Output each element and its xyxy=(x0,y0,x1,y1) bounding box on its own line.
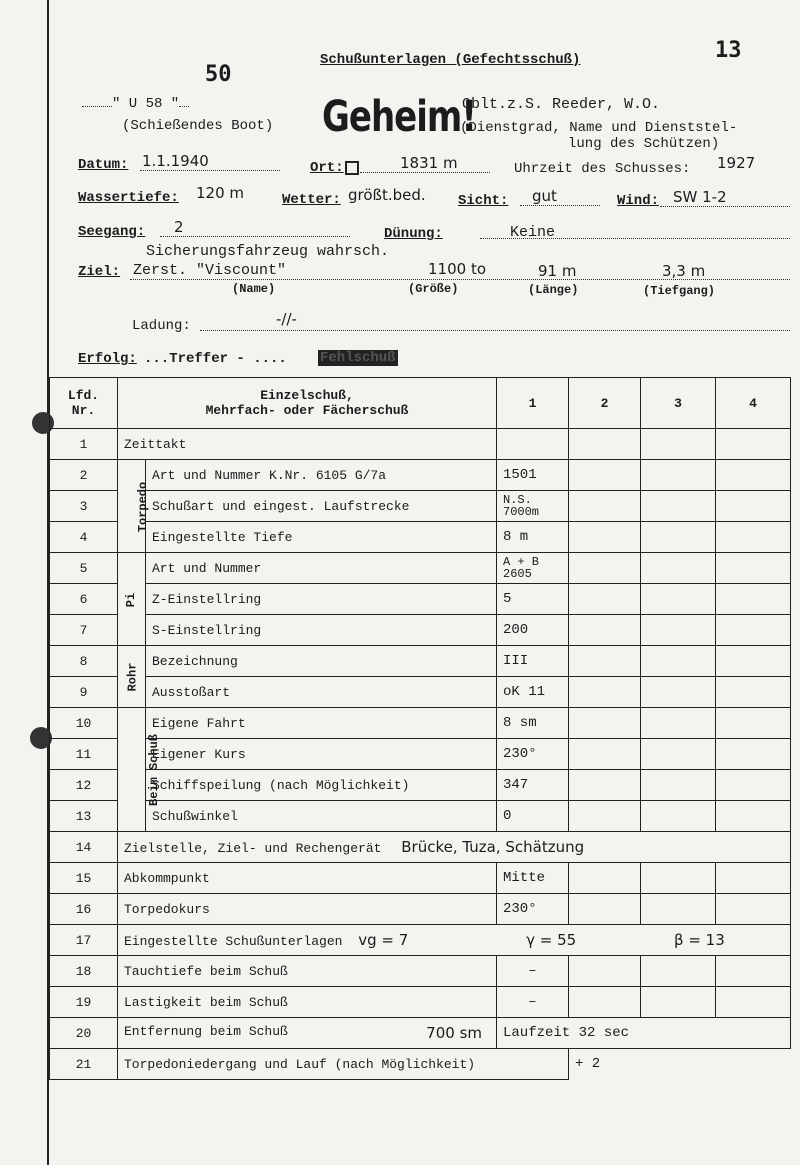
caption-name: (Name) xyxy=(232,282,276,296)
table-row: 13 Schußwinkel 0 xyxy=(50,801,791,832)
group-beim-schuss: Beim Schuß xyxy=(118,708,146,832)
table-row: 4 Eingestellte Tiefe 8 m xyxy=(50,522,791,553)
boat-caption: (Schießendes Boot) xyxy=(122,118,274,134)
group-rohr: Rohr xyxy=(118,646,146,708)
datum-value: 1.1.1940 xyxy=(142,152,209,170)
caption-tiefgang: (Tiefgang) xyxy=(643,284,716,298)
uhrzeit-value: 1927 xyxy=(717,154,756,172)
table-row: 8 Rohr Bezeichnung III xyxy=(50,646,791,677)
shooter-caption-1: (Dienstgrad, Name und Dienststel- xyxy=(460,120,738,136)
table-row: 5 Pi Art und Nummer A + B 2605 xyxy=(50,553,791,584)
group-pi: Pi xyxy=(118,553,146,646)
ziel-groesse: 1100 to xyxy=(428,260,487,278)
wetter-label: Wetter: xyxy=(282,192,341,208)
table-row: 20 Entfernung beim Schuß 700 sm Laufzeit 32 sec xyxy=(50,1018,791,1049)
uhrzeit-label: Uhrzeit des Schusses: xyxy=(514,161,691,177)
wind-value: SW 1-2 xyxy=(673,188,727,206)
caption-laenge: (Länge) xyxy=(528,283,579,297)
seegang-value: 2 xyxy=(174,218,184,236)
table-row: 3 Schußart und eingest. Laufstrecke N.S. 7000m xyxy=(50,491,791,522)
erfolg-value: ...Treffer - .... xyxy=(144,351,287,367)
header-col-2: 2 xyxy=(569,378,641,429)
ziel-note: Sicherungsfahrzeug wahrsch. xyxy=(146,243,390,260)
table-row: 19 Lastigkeit beim Schuß – xyxy=(50,987,791,1018)
ort-value: 1831 m xyxy=(400,154,458,172)
form-title: Schußunterlagen (Gefechtsschuß) xyxy=(320,52,581,68)
table-row: 2 Torpedo Art und Nummer K.Nr. 6105 G/7a 1501 xyxy=(50,460,791,491)
table-row: 1 Zeittakt xyxy=(50,429,791,460)
table-row: 12 Schiffspeilung (nach Möglichkeit) 347 xyxy=(50,770,791,801)
ziel-label: Ziel: xyxy=(78,264,121,280)
header-description: Einzelschuß, Mehrfach- oder Fächerschuß xyxy=(118,378,497,429)
ladung-label: Ladung: xyxy=(132,318,191,334)
wetter-value: größt.bed. xyxy=(348,186,426,204)
table-row: 11 Eigener Kurs 230° xyxy=(50,739,791,770)
wind-label: Wind: xyxy=(617,193,660,209)
wassertiefe-label: Wassertiefe: xyxy=(78,190,179,206)
shooter-caption-2: lung des Schützen) xyxy=(568,136,720,152)
table-row: 16 Torpedokurs 230° xyxy=(50,894,791,925)
square-grid-icon xyxy=(345,161,359,175)
boat-name: " U 58 " xyxy=(112,96,180,112)
header-col-1: 1 xyxy=(497,378,569,429)
ziel-tiefgang: 3,3 m xyxy=(662,262,706,280)
handwritten-page-number: 50 xyxy=(205,62,232,87)
header-col-3: 3 xyxy=(641,378,716,429)
ladung-value: -//- xyxy=(276,310,297,328)
corner-page-number: 13 xyxy=(715,38,742,63)
duenung-label: Dünung: xyxy=(384,226,443,242)
ort-label: Ort: xyxy=(310,160,344,176)
table-row: 17 Eingestellte Schußunterlagen vg = 7 γ = 55 β = 13 xyxy=(50,925,791,956)
datum-label: Datum: xyxy=(78,157,129,173)
table-header-row xyxy=(50,378,791,429)
table-row: 10 Beim Schuß Eigene Fahrt 8 sm xyxy=(50,708,791,739)
table-row: 15 Abkommpunkt Mitte xyxy=(50,863,791,894)
sicht-label: Sicht: xyxy=(458,193,509,209)
erfolg-label: Erfolg: xyxy=(78,351,137,367)
shot-data-table xyxy=(49,377,791,1080)
header-col-4: 4 xyxy=(716,378,791,429)
seegang-label: Seegang: xyxy=(78,224,146,240)
table-row: 9 Ausstoßart oK 11 xyxy=(50,677,791,708)
group-torpedo: Torpedo xyxy=(118,460,146,553)
wassertiefe-value: 120 m xyxy=(196,184,245,202)
table-row: 18 Tauchtiefe beim Schuß – xyxy=(50,956,791,987)
secret-stamp: Geheim! xyxy=(322,92,476,142)
erfolg-struck-text: Fehlschuß xyxy=(320,350,396,366)
header-nr: Lfd. Nr. xyxy=(50,378,118,429)
duenung-value: Keine xyxy=(510,224,556,241)
table-row: 6 Z-Einstellring 5 xyxy=(50,584,791,615)
table-row: 7 S-Einstellring 200 xyxy=(50,615,791,646)
ziel-laenge: 91 m xyxy=(538,262,577,280)
table-row: 14 Zielstelle, Ziel- und Rechengerät Brücke, Tuza, Schätzung xyxy=(50,832,791,863)
caption-groesse: (Größe) xyxy=(408,282,459,296)
ziel-name: Zerst. "Viscount" xyxy=(133,262,287,279)
shooter-name: Oblt.z.S. Reeder, W.O. xyxy=(462,96,661,113)
sicht-value: gut xyxy=(532,187,557,205)
table-row: 21 Torpedoniedergang und Lauf (nach Möglichkeit) + 2 xyxy=(50,1049,791,1080)
